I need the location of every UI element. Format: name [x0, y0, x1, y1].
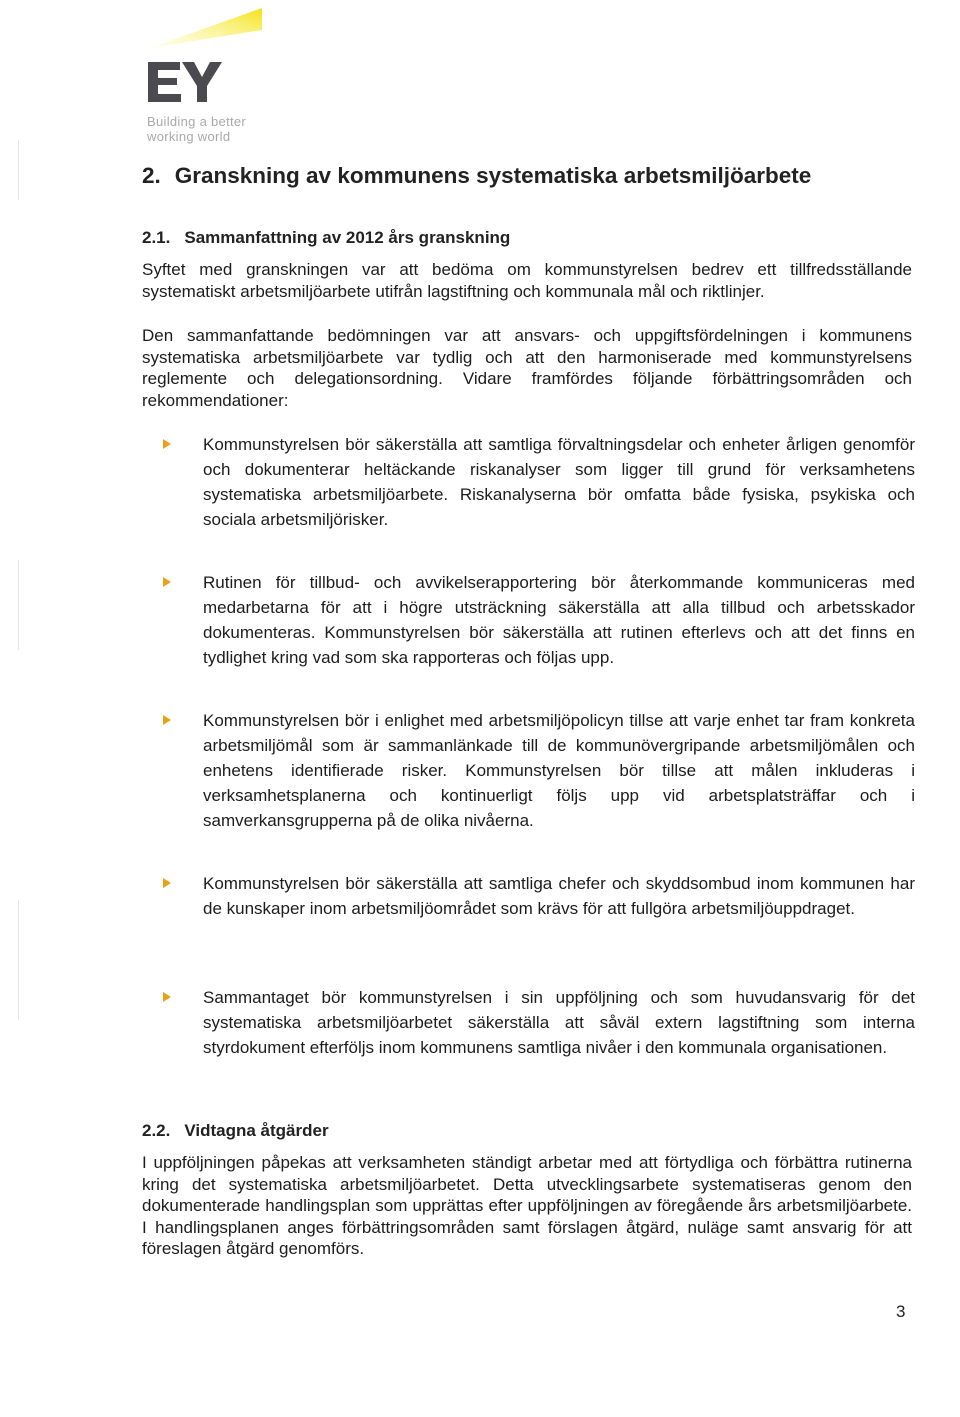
recommendation-text: Rutinen för tillbud- och avvikelserapportering bör återkommande kommuniceras med medarbetarna för att i högre utsträckning säkerställa att alla tillbud och arbetsskador dokumenteras. Kommunstyrelsen bör säkerställa att rutinen efterlevs och att det finns en tydlighet kring vad som ska rapporteras och följas upp.: [203, 573, 915, 667]
scan-mark: [18, 560, 19, 650]
scan-mark: [18, 900, 19, 1020]
chapter-title: Granskning av kommunens systematiska arbetsmiljöarbete: [174, 163, 812, 188]
logo-letter-y: [182, 62, 222, 102]
ey-logo-mark: [144, 4, 269, 109]
tagline-line-2: working world: [147, 129, 231, 144]
bullet-arrow-icon: [163, 878, 171, 888]
chapter-heading: [142, 163, 811, 189]
recommendation-text: Kommunstyrelsen bör säkerställa att samtliga chefer och skyddsombud inom kommunen har de kunskaper inom arbetsmiljöområdet som krävs för att fullgöra arbetsmiljöuppdraget.: [203, 874, 915, 918]
tagline-line-1: Building a better: [147, 114, 247, 129]
paragraph-purpose: Syftet med granskningen var att bedöma om kommunstyrelsen bedrev ett tillfredsställande systematiskt arbetsmiljöarbete utifrån lagstiftning och kommunala mål och riktlinjer.: [142, 260, 912, 301]
logo-tagline: [147, 114, 246, 144]
ey-logo: [144, 4, 269, 144]
recommendation-text: Sammantaget bör kommunstyrelsen i sin uppföljning och som huvudansvarig för det systematiska arbetsmiljöarbetet säkerställa att såväl extern lagstiftning som interna styrdokument efterföljs inom kommunens samtliga nivåer i den kommunala organisationen.: [203, 988, 915, 1057]
section-heading-2-2: [142, 1121, 329, 1141]
recommendation-text: Kommunstyrelsen bör säkerställa att samtliga förvaltningsdelar och enheter årligen genomför och dokumenterar heltäckande riskanalyser som ligger till grund för verksamhetens systematiska arbetsmiljöarbete. Riskanalyserna bör omfatta både fysiska, psykiska och sociala arbetsmiljörisker.: [203, 435, 915, 529]
bullet-arrow-icon: [163, 992, 171, 1002]
section-title: Sammanfattning av 2012 års granskning: [184, 228, 511, 247]
chapter-number: 2.: [142, 163, 161, 188]
yellow-beam: [150, 8, 262, 48]
logo-letter-e: [148, 62, 181, 102]
bullet-arrow-icon: [163, 577, 171, 587]
page-number: 3: [896, 1302, 906, 1321]
recommendation-text: Kommunstyrelsen bör i enlighet med arbetsmiljöpolicyn tillse att varje enhet tar fram konkreta arbetsmiljömål som är sammanlänkade till de kommunövergripande arbetsmiljömålen och enhetens identifierade risker. Kommunstyrelsen bör tillse att målen inkluderas i verksamhetsplanerna och kontinuerligt följs upp vid arbetsplatsträffar och i samverkansgrupperna på de olika nivåerna.: [203, 711, 915, 830]
section-number: 2.2.: [142, 1121, 171, 1140]
scan-mark: [18, 140, 19, 200]
section-number: 2.1.: [142, 228, 171, 247]
section-heading-2-1: [142, 228, 510, 248]
bullet-arrow-icon: [163, 439, 171, 449]
section-title: Vidtagna åtgärder: [184, 1121, 329, 1140]
paragraph-measures: I uppföljningen påpekas att verksamheten ständigt arbetar med att förtydliga och förbättra rutinerna kring det systematiska arbetsmiljöarbetet. Detta utvecklingsarbete systematiseras genom den dokumenterade handlingsplan som upprättas efter uppföljningen av föregående års arbetsmiljöarbete. I handlingsplanen anges förbättringsområden samt förslagen åtgärd, nuläge samt ansvarig för att föreslagen åtgärd genomförs.: [142, 1153, 912, 1259]
bullet-arrow-icon: [163, 715, 171, 725]
paragraph-assessment: Den sammanfattande bedömningen var att ansvars- och uppgiftsfördelningen i kommunens systematiska arbetsmiljöarbete var tydlig och att den harmoniserade med kommunstyrelsens reglemente och delegationsordning. Vidare framfördes följande förbättringsområden och rekommendationer:: [142, 326, 912, 410]
